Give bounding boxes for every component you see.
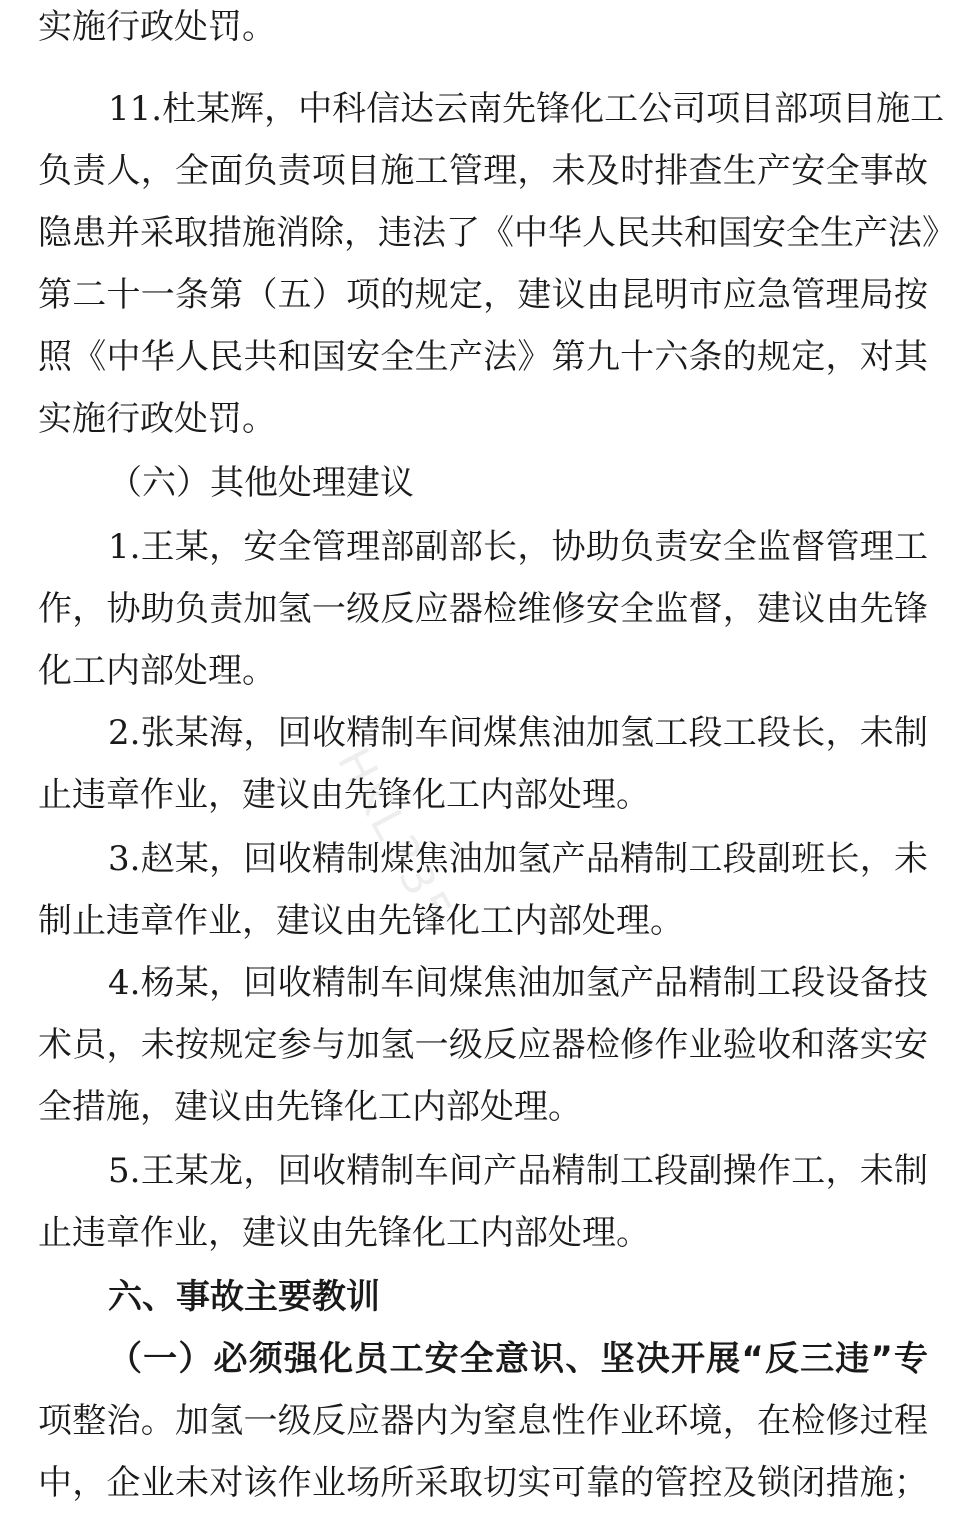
text-line: 全措施，建议由先锋化工内部处理。 [38,1087,582,1127]
text-line: 隐患并采取措施消除，违法了《中华人民共和国安全生产法》 [38,213,956,253]
chapter-heading: 六、事故主要教训 [108,1277,380,1317]
text-line: 5.王某龙，回收精制车间产品精制工段副操作工，未制 [108,1151,928,1191]
text-line: 中，企业未对该作业场所采取切实可靠的管控及锁闭措施； [38,1463,928,1503]
text-line: 1.王某，安全管理部副部长，协助负责安全监督管理工 [108,527,928,567]
text-line: 负责人，全面负责项目施工管理，未及时排查生产安全事故 [38,151,928,191]
text-line: 化工内部处理。 [38,651,276,691]
text-line: （一）必须强化员工安全意识、坚决开展“反三违”专 [108,1339,928,1379]
text-line: 止违章作业，建议由先锋化工内部处理。 [38,775,650,815]
text-line: 制止违章作业，建议由先锋化工内部处理。 [38,901,684,941]
text-line: 止违章作业，建议由先锋化工内部处理。 [38,1213,650,1253]
text-line: 3.赵某，回收精制煤焦油加氢产品精制工段副班长，未 [108,839,928,879]
text-line: 照《中华人民共和国安全生产法》第九十六条的规定，对其 [38,337,928,377]
text-line: 实施行政处罚。 [38,399,276,439]
text-line: 术员，未按规定参与加氢一级反应器检修作业验收和落实安 [38,1025,928,1065]
text-line: 作，协助负责加氢一级反应器检维修安全监督，建议由先锋 [38,589,928,629]
text-line: 4.杨某，回收精制车间煤焦油加氢产品精制工段设备技 [108,963,928,1003]
text-line: 项整治。加氢一级反应器内为窒息性作业环境，在检修过程 [38,1401,928,1441]
section-heading: （六）其他处理建议 [108,463,414,503]
text-line: 11.杜某辉，中科信达云南先锋化工公司项目部项目施工 [108,89,945,129]
text-line: 第二十一条第（五）项的规定，建议由昆明市应急管理局按 [38,275,928,315]
text-line: 2.张某海，回收精制车间煤焦油加氢工段工段长，未制 [108,713,928,753]
watermark: HKL335 [326,740,464,936]
text-line: 实施行政处罚。 [38,7,276,47]
